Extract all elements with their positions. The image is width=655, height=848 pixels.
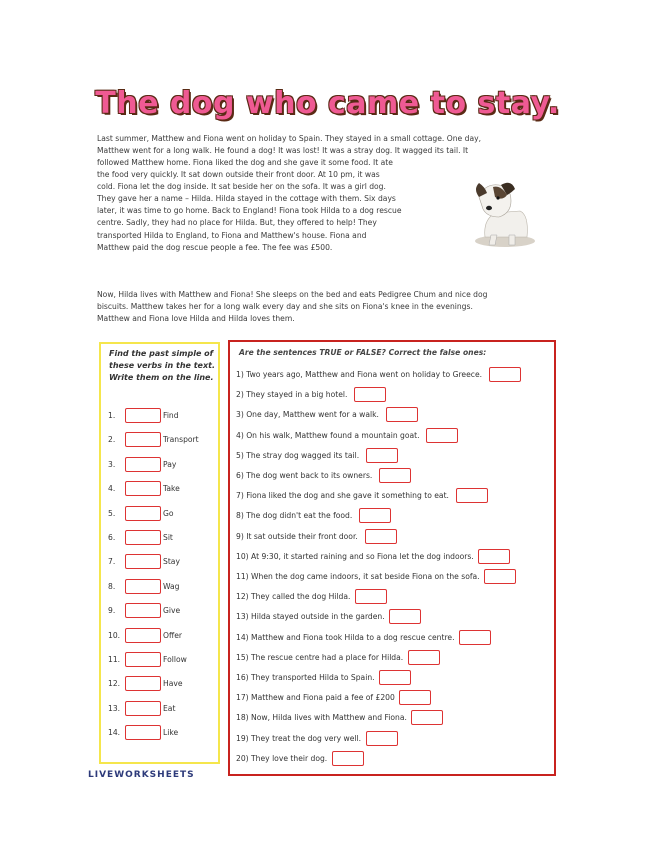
statement-text: 7) Fiona liked the dog and she gave it something to eat. [236, 491, 449, 501]
answer-field[interactable] [426, 428, 458, 443]
answer-field[interactable] [125, 701, 161, 716]
answer-field[interactable] [125, 579, 161, 594]
answer-field[interactable] [125, 506, 161, 521]
answer-field[interactable] [379, 468, 411, 483]
verb-number: 3. [108, 459, 116, 469]
dog-photo [465, 175, 539, 251]
statement-text: 12) They called the dog Hilda. [236, 592, 351, 602]
verb-label: Take [163, 484, 180, 494]
statement-text: 11) When the dog came indoors, it sat beside Fiona on the sofa. [236, 572, 480, 581]
statement-text: 9) It sat outside their front door. [236, 531, 358, 541]
answer-field[interactable] [355, 589, 387, 604]
answer-field[interactable] [332, 751, 364, 766]
verb-label: Sit [163, 533, 173, 542]
story-ending [97, 289, 557, 325]
answer-field[interactable] [354, 387, 386, 402]
answer-field[interactable] [125, 432, 161, 447]
answer-field[interactable] [359, 508, 391, 523]
statement-text: 8) The dog didn't eat the food. [236, 511, 353, 521]
liveworksheets-logo: LIVEWORKSHEETS [88, 770, 195, 780]
verb-label: Transport [163, 435, 199, 445]
answer-field[interactable] [489, 367, 521, 382]
story-line: the food very quickly. It sat down outside their front door. At 10 pm, it was [97, 170, 380, 180]
answer-field[interactable] [125, 603, 161, 618]
statement-text: 16) They transported Hilda to Spain. [236, 673, 375, 682]
answer-field[interactable] [125, 481, 161, 496]
answer-field[interactable] [408, 650, 440, 665]
story-line: biscuits. Matthew takes her for a long walk every day and she sits on Fiona's knee in the evenings. [97, 302, 473, 312]
story-line: Matthew paid the dog rescue people a fee. The fee was £500. [97, 242, 333, 252]
answer-field[interactable] [459, 630, 491, 645]
statement-text: 4) On his walk, Matthew found a mountain goat. [236, 430, 420, 440]
statement-text: 2) They stayed in a big hotel. [236, 390, 348, 400]
story-line: They gave her a name – Hilda. Hilda stayed in the cottage with them. Six days [97, 194, 396, 204]
story-line: Matthew went for a long walk. He found a dog! It was lost! It was a stray dog. It wagged its tail. It [97, 146, 469, 156]
worksheet-title: The dog who came to stay. [95, 86, 560, 121]
verb-number: 8. [108, 581, 116, 591]
answer-field[interactable] [366, 448, 398, 463]
story-line: followed Matthew home. Fiona liked the dog and she gave it some food. It ate [97, 158, 393, 167]
story-line: Last summer, Matthew and Fiona went on holiday to Spain. They stayed in a small cottage. One day, [97, 134, 482, 143]
answer-field[interactable] [125, 457, 161, 472]
statement-text: 3) One day, Matthew went for a walk. [236, 410, 379, 420]
verb-label: Wag [163, 581, 180, 591]
story-line: Now, Hilda lives with Matthew and Fiona! She sleeps on the bed and eats Pedigree Chum and nice dog [97, 290, 488, 299]
verb-label: Go [163, 508, 174, 518]
statement-text: 14) Matthew and Fiona took Hilda to a dog rescue centre. [236, 632, 455, 642]
verb-number: 2. [108, 435, 116, 445]
verb-label: Give [163, 606, 181, 616]
answer-field[interactable] [484, 569, 516, 584]
true-false-exercise [228, 340, 556, 776]
answer-field[interactable] [366, 731, 398, 746]
verb-label: Like [163, 728, 179, 738]
answer-field[interactable] [389, 609, 421, 624]
verb-label: Find [163, 411, 179, 420]
answer-field[interactable] [456, 488, 488, 503]
verb-number: 1. [108, 411, 116, 420]
story-line: cold. Fiona let the dog inside. It sat beside her on the sofa. It was a girl dog. [97, 182, 386, 192]
statement-text: 17) Matthew and Fiona paid a fee of £200 [236, 693, 395, 703]
verb-label: Stay [163, 557, 180, 567]
verb-number: 11. [108, 655, 121, 664]
verb-number: 13. [108, 703, 121, 713]
statement-text: 5) The stray dog wagged its tail. [236, 450, 360, 460]
statement-text: 18) Now, Hilda lives with Matthew and Fiona. [236, 713, 407, 723]
statement-text: 20) They love their dog. [236, 753, 328, 763]
story-middle [97, 157, 457, 254]
story-intro [97, 133, 557, 157]
verb-number: 7. [108, 557, 116, 567]
answer-field[interactable] [125, 530, 161, 545]
true-false-instructions: Are the sentences TRUE or FALSE? Correct the false ones: [239, 348, 487, 357]
answer-field[interactable] [125, 408, 161, 423]
verb-number: 5. [108, 508, 116, 518]
verb-number: 9. [108, 606, 116, 616]
statement-text: 13) Hilda stayed outside in the garden. [236, 612, 385, 622]
statement-text: 1) Two years ago, Matthew and Fiona went on holiday to Greece. [236, 370, 483, 379]
story-line: Matthew and Fiona love Hilda and Hilda loves them. [97, 314, 295, 324]
verb-number: 4. [108, 484, 116, 494]
answer-field[interactable] [399, 690, 431, 705]
answer-field[interactable] [411, 710, 443, 725]
statement-text: 10) At 9:30, it started raining and so Fiona let the dog indoors. [236, 551, 474, 561]
past-simple-instructions: Find the past simple of these verbs in the text. Write them on the line. [109, 349, 216, 382]
verb-label: Offer [163, 630, 183, 640]
verb-number: 10. [108, 630, 121, 640]
verb-label: Follow [163, 655, 187, 664]
answer-field[interactable] [125, 652, 161, 667]
answer-field[interactable] [125, 725, 161, 740]
answer-field[interactable] [125, 676, 161, 691]
statement-text: 19) They treat the dog very well. [236, 733, 362, 743]
verb-number: 12. [108, 679, 121, 689]
answer-field[interactable] [379, 670, 411, 685]
answer-field[interactable] [365, 529, 397, 544]
verb-number: 14. [108, 728, 121, 738]
verb-number: 6. [108, 533, 116, 542]
past-simple-exercise [99, 342, 220, 764]
answer-field[interactable] [386, 407, 418, 422]
verb-label: Eat [163, 703, 176, 713]
verb-label: Pay [163, 459, 177, 469]
story-line: transported Hilda to England, to Fiona and Matthew's house. Fiona and [97, 230, 367, 240]
statement-text: 15) The rescue centre had a place for Hilda. [236, 652, 404, 662]
verb-label: Have [163, 679, 183, 689]
answer-field[interactable] [125, 628, 161, 643]
statement-text: 6) The dog went back to its owners. [236, 471, 373, 480]
story-line: centre. Sadly, they had no place for Hilda. But, they offered to help! They [97, 218, 377, 228]
answer-field[interactable] [478, 549, 510, 564]
story-line: later, it was time to go home. Back to England! Fiona took Hilda to a dog rescue [97, 206, 402, 216]
answer-field[interactable] [125, 554, 161, 569]
